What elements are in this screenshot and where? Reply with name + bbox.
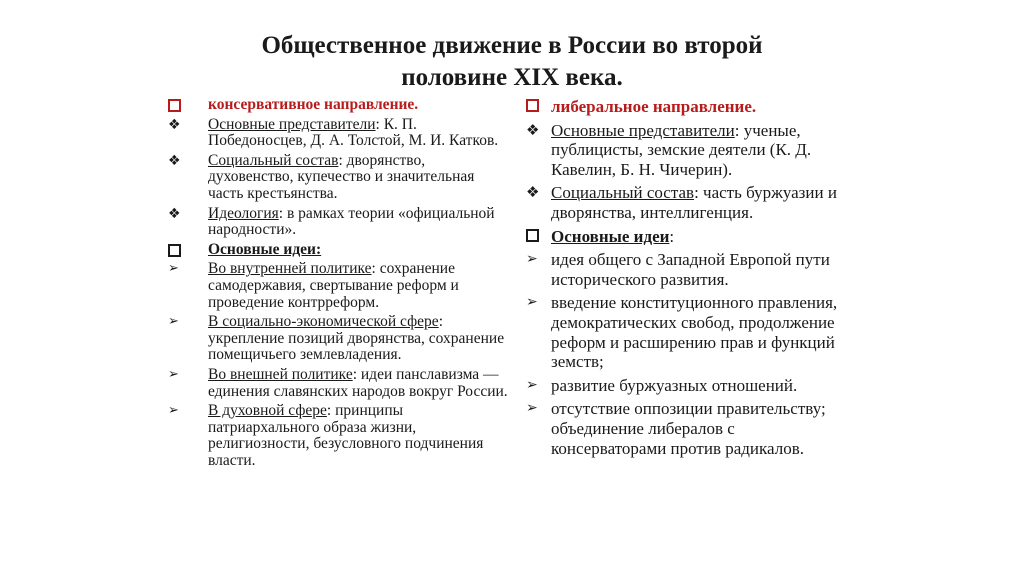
conservative-idea [168,367,508,400]
conservative-social [168,153,508,203]
liberal-heading: либеральное направление. [551,97,757,116]
idea-text: введение конституционного правления, демократических свобод, продолжение реформ и расширению прав и функций земств; [551,293,838,372]
diamond-bullet-icon: ❖ [168,116,181,133]
checkbox-square-icon [168,97,184,116]
social-text: : часть буржуазии и дворянства, интеллигенция. [551,183,837,222]
liberal-idea [524,250,854,289]
idea-text: : укрепление позиций дворянства, сохранение помещичьего землевладения. [208,313,505,364]
ideology-text: : в рамках теории «официальной народности». [208,204,495,239]
liberal-idea [524,376,854,396]
conservative-idea [168,403,508,469]
idea-text: : принципы патриархального образа жизни, религиозности, безусловного подчинения власти. [208,402,484,469]
liberal-representatives [524,121,854,180]
checkbox-square-icon [526,227,542,248]
liberal-social [524,183,854,222]
social-label: Социальный состав [551,183,695,203]
idea-text: отсутствие оппозиции правительству; объединение либералов с консерваторами против радикалов. [551,399,826,458]
conservative-representatives [168,117,508,150]
conservative-ideology [168,206,508,239]
arrow-bullet-icon: ➢ [168,366,179,382]
liberal-heading-item [524,97,854,117]
arrow-bullet-icon: ➢ [526,400,538,417]
social-label: Социальный состав [208,151,339,169]
arrow-bullet-icon: ➢ [526,376,538,393]
idea-text: идея общего с Западной Европой пути исторического развития. [551,250,830,289]
conservative-heading: консервативное направление. [208,96,419,113]
representatives-label: Основные представители [551,120,735,140]
diamond-bullet-icon: ❖ [526,120,540,139]
social-text: : дворянство, духовенство, купечество и значительная часть крестьянства. [208,151,475,202]
idea-text: : сохранение самодержавия, свертывание реформ и проведение контрреформ. [208,260,459,311]
idea-label: В духовной сфере [208,402,327,420]
checkbox-square-icon [168,242,184,261]
conservative-idea [168,261,508,311]
representatives-text: : ученые, публицисты, земские деятели (К. Д. Кавелин, Б. Н. Чичерин). [551,120,812,179]
arrow-bullet-icon: ➢ [526,251,538,268]
title-line-1: Общественное движение в России во второй [261,32,763,59]
page-title [0,30,1024,94]
conservative-idea [168,314,508,364]
liberal-idea [524,293,854,371]
representatives-text: : К. П. Победоносцев, Д. А. Толстой, М. И. Катков. [208,115,499,150]
ideas-heading-colon: : [669,226,675,246]
conservative-heading-item [168,97,508,114]
arrow-bullet-icon: ➢ [168,403,179,419]
conservative-ideas-heading-item [168,242,508,259]
idea-label: В социально-экономической сфере [208,313,439,331]
liberal-ideas-heading-item [524,227,854,247]
checkbox-square-icon [526,97,542,118]
ideology-label: Идеология [208,204,279,222]
liberal-idea [524,399,854,458]
idea-label: Во внутренней политике [208,260,372,278]
ideas-heading: Основные идеи [551,226,670,246]
title-line-2: половине XIX века. [401,64,623,91]
idea-text: развитие буржуазных отношений. [551,375,798,395]
liberal-column [524,97,854,462]
ideas-heading: Основные идеи: [208,240,322,258]
diamond-bullet-icon: ❖ [168,205,181,222]
idea-text: : идеи панславизма — единения славянских народов вокруг России. [208,365,508,400]
arrow-bullet-icon: ➢ [168,261,179,277]
diamond-bullet-icon: ❖ [168,152,181,169]
arrow-bullet-icon: ➢ [526,294,538,311]
diamond-bullet-icon: ❖ [526,183,540,202]
conservative-column [168,97,508,472]
representatives-label: Основные представители [208,115,376,133]
arrow-bullet-icon: ➢ [168,314,179,330]
idea-label: Во внешней политике [208,365,353,383]
